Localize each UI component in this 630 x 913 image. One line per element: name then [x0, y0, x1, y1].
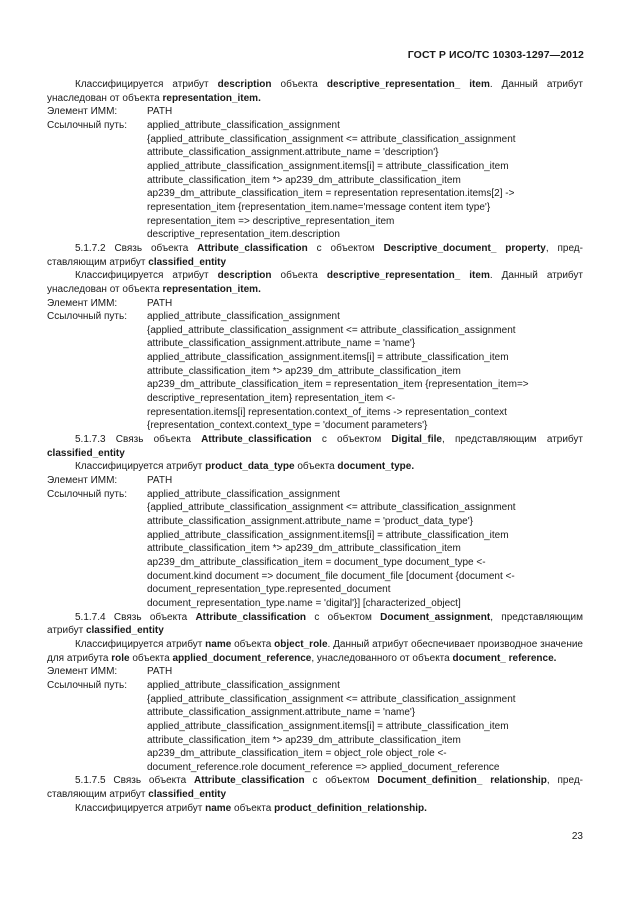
path-line: {applied_attribute_classification_assignment <= attribute_classification_assignment	[147, 693, 516, 705]
path-line: applied_attribute_classification_assignment	[147, 311, 340, 323]
path-label: Ссылочный путь:	[47, 311, 127, 323]
path-line: representation_item {representation_item.name='message content item type'}	[147, 201, 491, 213]
bold-term: object_role	[274, 638, 328, 650]
path-line: descriptive_representation_item} representation_item <-	[147, 393, 396, 405]
path-line: {applied_attribute_classification_assignment <= attribute_classification_assignment	[147, 502, 516, 514]
element-label: Элемент ИММ:	[47, 666, 118, 678]
page-header: ГОСТ Р ИСО/ТС 10303-1297—2012	[407, 49, 584, 61]
path-line: ap239_dm_attribute_classification_item = representation representation.items[2] ->	[147, 188, 515, 200]
page-number: 23	[571, 831, 583, 842]
section-heading: 5.1.7.4 Связь объекта Attribute_classification с объектом Document_assignment, представляющим атрибут classified_entity	[47, 611, 583, 637]
path-line: ap239_dm_attribute_classification_item = object_role object_role <-	[147, 748, 447, 760]
section-heading: 5.1.7.5 Связь объекта Attribute_classification с объектом Document_definition_ relationship, представляющим атрибут classified_entity	[47, 775, 583, 801]
bold-term: product_data_type	[205, 461, 295, 473]
path-line: attribute_classification_assignment.attribute_name = 'description'}	[147, 147, 439, 159]
element-value: PATH	[147, 475, 173, 487]
path-line: representation_item => descriptive_representation_item	[147, 215, 395, 227]
bold-term: Document_assignment	[380, 611, 491, 623]
bold-term: Attribute_classification	[201, 434, 312, 446]
bold-term: product_definition_relationship.	[274, 802, 427, 814]
attribute-description: Классифицируется атрибут name объекта object_role. Данный атрибут обеспечивает производное значение для атрибута role объекта applied_document_reference, унаследованного от объекта document_ reference.	[47, 638, 583, 664]
document-body	[47, 78, 583, 815]
element-row	[47, 297, 583, 311]
path-line: representation.items[i] representation.context_of_items -> representation_context	[147, 406, 507, 418]
path-line: attribute_classification_item *> ap239_dm_attribute_classification_item	[147, 174, 461, 186]
element-label: Элемент ИММ:	[47, 297, 118, 309]
bold-term: classified_entity	[148, 789, 227, 801]
bold-term: classified_entity	[148, 256, 227, 268]
bold-term: description	[217, 79, 272, 90]
bold-term: Attribute_classification	[197, 242, 308, 254]
bold-term: Document_definition_ relationship	[377, 775, 547, 787]
bold-term: role	[111, 652, 130, 664]
attribute-description: Классифицируется атрибут name объекта product_definition_relationship.	[75, 802, 427, 814]
path-line: document_representation_type.name = 'digital'}] [characterized_object]	[147, 597, 461, 609]
path-line: document_reference.role document_reference => applied_document_reference	[147, 761, 500, 773]
path-row	[47, 310, 583, 324]
bold-term: document_ reference.	[452, 652, 557, 664]
bold-term: representation_item.	[162, 92, 261, 104]
path-line: descriptive_representation_item.description	[147, 229, 340, 241]
path-line: applied_attribute_classification_assignment.items[i] = attribute_classification_item	[147, 352, 509, 364]
path-line: applied_attribute_classification_assignment.items[i] = attribute_classification_item	[147, 720, 509, 732]
path-line: applied_attribute_classification_assignment	[147, 488, 340, 500]
path-label: Ссылочный путь:	[47, 679, 127, 691]
path-line: {applied_attribute_classification_assignment <= attribute_classification_assignment	[147, 324, 516, 336]
bold-term: Attribute_classification	[194, 775, 305, 787]
path-line: ap239_dm_attribute_classification_item = document_type document_type <-	[147, 556, 486, 568]
bold-term: descriptive_representation_ item	[326, 79, 490, 90]
element-value: PATH	[147, 666, 173, 678]
bold-term: descriptive_representation_ item	[326, 270, 490, 282]
section-heading: 5.1.7.2 Связь объекта Attribute_classification с объектом Descriptive_document_ property, представляющим атрибут classified_entity	[47, 242, 583, 268]
bold-term: Attribute_classification	[195, 611, 307, 623]
path-row	[47, 119, 583, 133]
bold-term: representation_item.	[162, 283, 261, 295]
path-line: {representation_context.context_type = 'document parameters'}	[147, 420, 428, 432]
path-line: attribute_classification_assignment.attribute_name = 'name'}	[147, 338, 416, 350]
path-row	[47, 679, 583, 693]
element-row	[47, 474, 583, 488]
element-value: PATH	[147, 106, 173, 118]
path-line: document.kind document => document_file document_file [document {document <-	[147, 570, 515, 582]
path-line: applied_attribute_classification_assignment.items[i] = attribute_classification_item	[147, 160, 509, 172]
bold-term: description	[217, 270, 272, 282]
path-line: applied_attribute_classification_assignment.items[i] = attribute_classification_item	[147, 529, 509, 541]
element-value: PATH	[147, 297, 173, 309]
path-line: ap239_dm_attribute_classification_item = representation_item {representation_item=>	[147, 379, 529, 391]
path-row	[47, 488, 583, 502]
bold-term: classified_entity	[47, 447, 125, 459]
path-line: attribute_classification_item *> ap239_dm_attribute_classification_item	[147, 365, 461, 377]
path-label: Ссылочный путь:	[47, 488, 127, 500]
path-line: {applied_attribute_classification_assignment <= attribute_classification_assignment	[147, 133, 516, 145]
path-line: attribute_classification_assignment.attribute_name = 'product_data_type'}	[147, 516, 473, 527]
element-row	[47, 105, 583, 119]
bold-term: applied_document_reference	[172, 652, 312, 664]
attribute-description: Классифицируется атрибут description объекта descriptive_representation_ item. Данный атрибут унаследован от объекта representation_item.	[47, 79, 583, 104]
section-heading: 5.1.7.3 Связь объекта Attribute_classification с объектом Digital_file, представляющим атрибут classified_entity	[47, 434, 584, 459]
bold-term: name	[205, 802, 232, 814]
path-line: applied_attribute_classification_assignment	[147, 679, 340, 691]
path-line: attribute_classification_item *> ap239_dm_attribute_classification_item	[147, 543, 461, 555]
path-line: document_representation_type.represented_document	[147, 584, 391, 596]
element-row	[47, 665, 583, 679]
bold-term: Descriptive_document_ property	[383, 242, 546, 254]
bold-term: document_type.	[337, 461, 415, 473]
bold-term: name	[205, 638, 232, 650]
attribute-description: Классифицируется атрибут product_data_type объекта document_type.	[75, 461, 415, 473]
element-label: Элемент ИММ:	[47, 106, 118, 118]
element-label: Элемент ИММ:	[47, 475, 118, 487]
path-line: attribute_classification_assignment.attribute_name = 'name'}	[147, 707, 416, 719]
path-label: Ссылочный путь:	[47, 119, 127, 131]
bold-term: Digital_file	[391, 434, 442, 446]
attribute-description: Классифицируется атрибут description объекта descriptive_representation_ item. Данный атрибут унаследован от объекта representation_item.	[47, 270, 583, 295]
bold-term: classified_entity	[85, 625, 164, 637]
path-line: applied_attribute_classification_assignment	[147, 119, 340, 131]
path-line: attribute_classification_item *> ap239_dm_attribute_classification_item	[147, 734, 461, 746]
